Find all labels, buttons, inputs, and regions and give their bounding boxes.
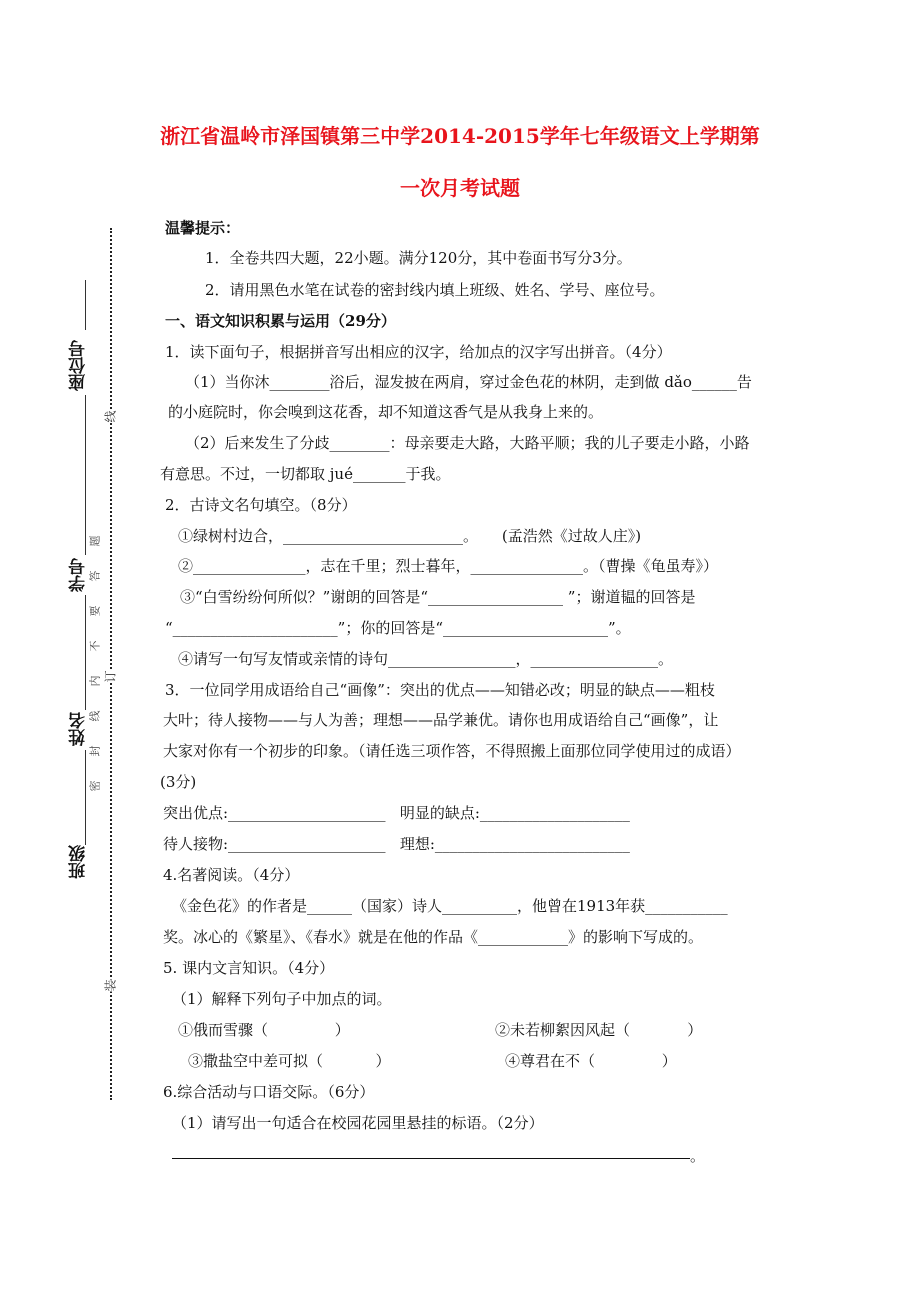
margin-warning-char: 不 [88,640,102,652]
q5-item-4[interactable]: ④尊君在不（ ） [505,1052,677,1070]
q6-answer-period: 。 [690,1147,706,1165]
question-3-score: (3分) [160,773,197,791]
margin-warning-char: 封 [88,745,102,757]
q2-item-2[interactable]: ②_______________，志在千里；烈士暮年，_______________。（曹操《龟虽寿》） [178,557,719,575]
line-char: 订 [103,670,118,683]
tips-heading: 温馨提示： [165,219,241,237]
question-3-line1: 3．一位同学用成语给自己“画像”：突出的优点——知错必改；明显的缺点——粗枝 [165,681,715,699]
tip-1: 1．全卷共四大题，22小题。满分120分，其中卷面书写分3分。 [205,249,632,267]
q2-item-3-line1[interactable]: ③“白雪纷纷何所似？”谢朗的回答是“__________________ ”；谢道韫的回答是 [180,588,696,606]
q5-item-2[interactable]: ②未若柳絮因风起（ ） [495,1021,703,1039]
q6-part1: （1）请写出一句适合在校园花园里悬挂的标语。（2分） [172,1114,544,1132]
q5-item-1[interactable]: ①俄而雪骤（ ） [178,1021,350,1039]
q2-item-4[interactable]: ④请写一句写友情或亲情的诗句_________________，_________________。 [178,650,674,668]
seat-number-field[interactable] [85,280,86,330]
class-label: 班级 [69,845,89,879]
q5-item-3[interactable]: ③撒盐空中差可拟（ ） [188,1052,391,1070]
question-3-line3: 大家对你有一个初步的印象。（请任选三项作答，不得照搬上面那位同学使用过的成语） [163,742,741,760]
name-label: 姓名 [69,712,89,746]
margin-warning-char: 要 [88,605,102,617]
q2-item-1[interactable]: ①绿树村边合，________________________。 (孟浩然《过故人庄》) [178,527,642,545]
q1-part2-line1[interactable]: （2）后来发生了分歧________：母亲要走大路，大路平顺；我的儿子要走小路，小路 [185,434,750,452]
q5-part1: （1）解释下列句子中加点的词。 [172,990,392,1008]
question-1: 1．读下面句子，根据拼音写出相应的汉字，给加点的汉字写出拼音。（4分） [165,343,672,361]
tip-2: 2．请用黑色水笔在试卷的密封线内填上班级、姓名、学号、座位号。 [205,281,665,299]
question-5: 5. 课内文言知识。（4分） [163,959,335,977]
margin-warning-char: 密 [88,780,102,792]
margin-warning-char: 题 [88,535,102,547]
seat-number-label: 座位号 [69,340,89,391]
class-field[interactable] [85,750,86,845]
line-char: 装 [103,979,118,992]
margin-warning-char: 答 [88,570,102,582]
question-6: 6.综合活动与口语交际。（6分） [163,1083,375,1101]
section-1-heading: 一、语文知识积累与运用（29分） [165,312,396,330]
q3-answer-row-1[interactable]: 突出优点:_____________________ 明显的缺点:____________________ [163,804,630,822]
q1-part1-line2: 的小庭院时，你会嗅到这花香，却不知道这香气是从我身上来的。 [168,403,604,421]
title-line-1: 浙江省温岭市泽国镇第三中学2014-2015学年七年级语文上学期第 [160,124,760,148]
margin-warning-char: 线 [88,710,102,722]
title-line-2: 一次月考试题 [400,176,520,200]
q4-line2[interactable]: 奖。冰心的《繁星》、《春水》就是在他的作品《____________》的影响下写成的。 [163,928,704,946]
q3-answer-row-2[interactable]: 待人接物:_____________________ 理想:__________________________ [163,835,630,853]
question-3-line2: 大叶；待人接物——与人为善；理想——品学兼优。请你也用成语给自己“画像”，让 [163,711,719,729]
student-number-label: 学号 [69,558,89,592]
question-4: 4.名著阅读。（4分） [163,866,300,884]
q1-part1-line1[interactable]: （1）当你沐________浴后，湿发披在两肩，穿过金色花的林阴，走到做 dǎo______告 [185,373,752,391]
student-number-field[interactable] [85,395,86,555]
margin-warning-char: 内 [88,675,102,687]
q1-part2-line2[interactable]: 有意思。不过，一切都取 jué_______于我。 [160,465,451,483]
question-2: 2．古诗文名句填空。（8分） [165,496,357,514]
seal-dotted-line [110,228,112,1100]
q4-line1[interactable]: 《金色花》的作者是______（国家）诗人__________，他曾在1913年获___________ [172,897,728,915]
q6-answer-line[interactable] [172,1158,690,1159]
line-char: 线 [103,410,118,423]
q2-item-3-line2[interactable]: “______________________”；你的回答是“______________________”。 [165,619,631,637]
